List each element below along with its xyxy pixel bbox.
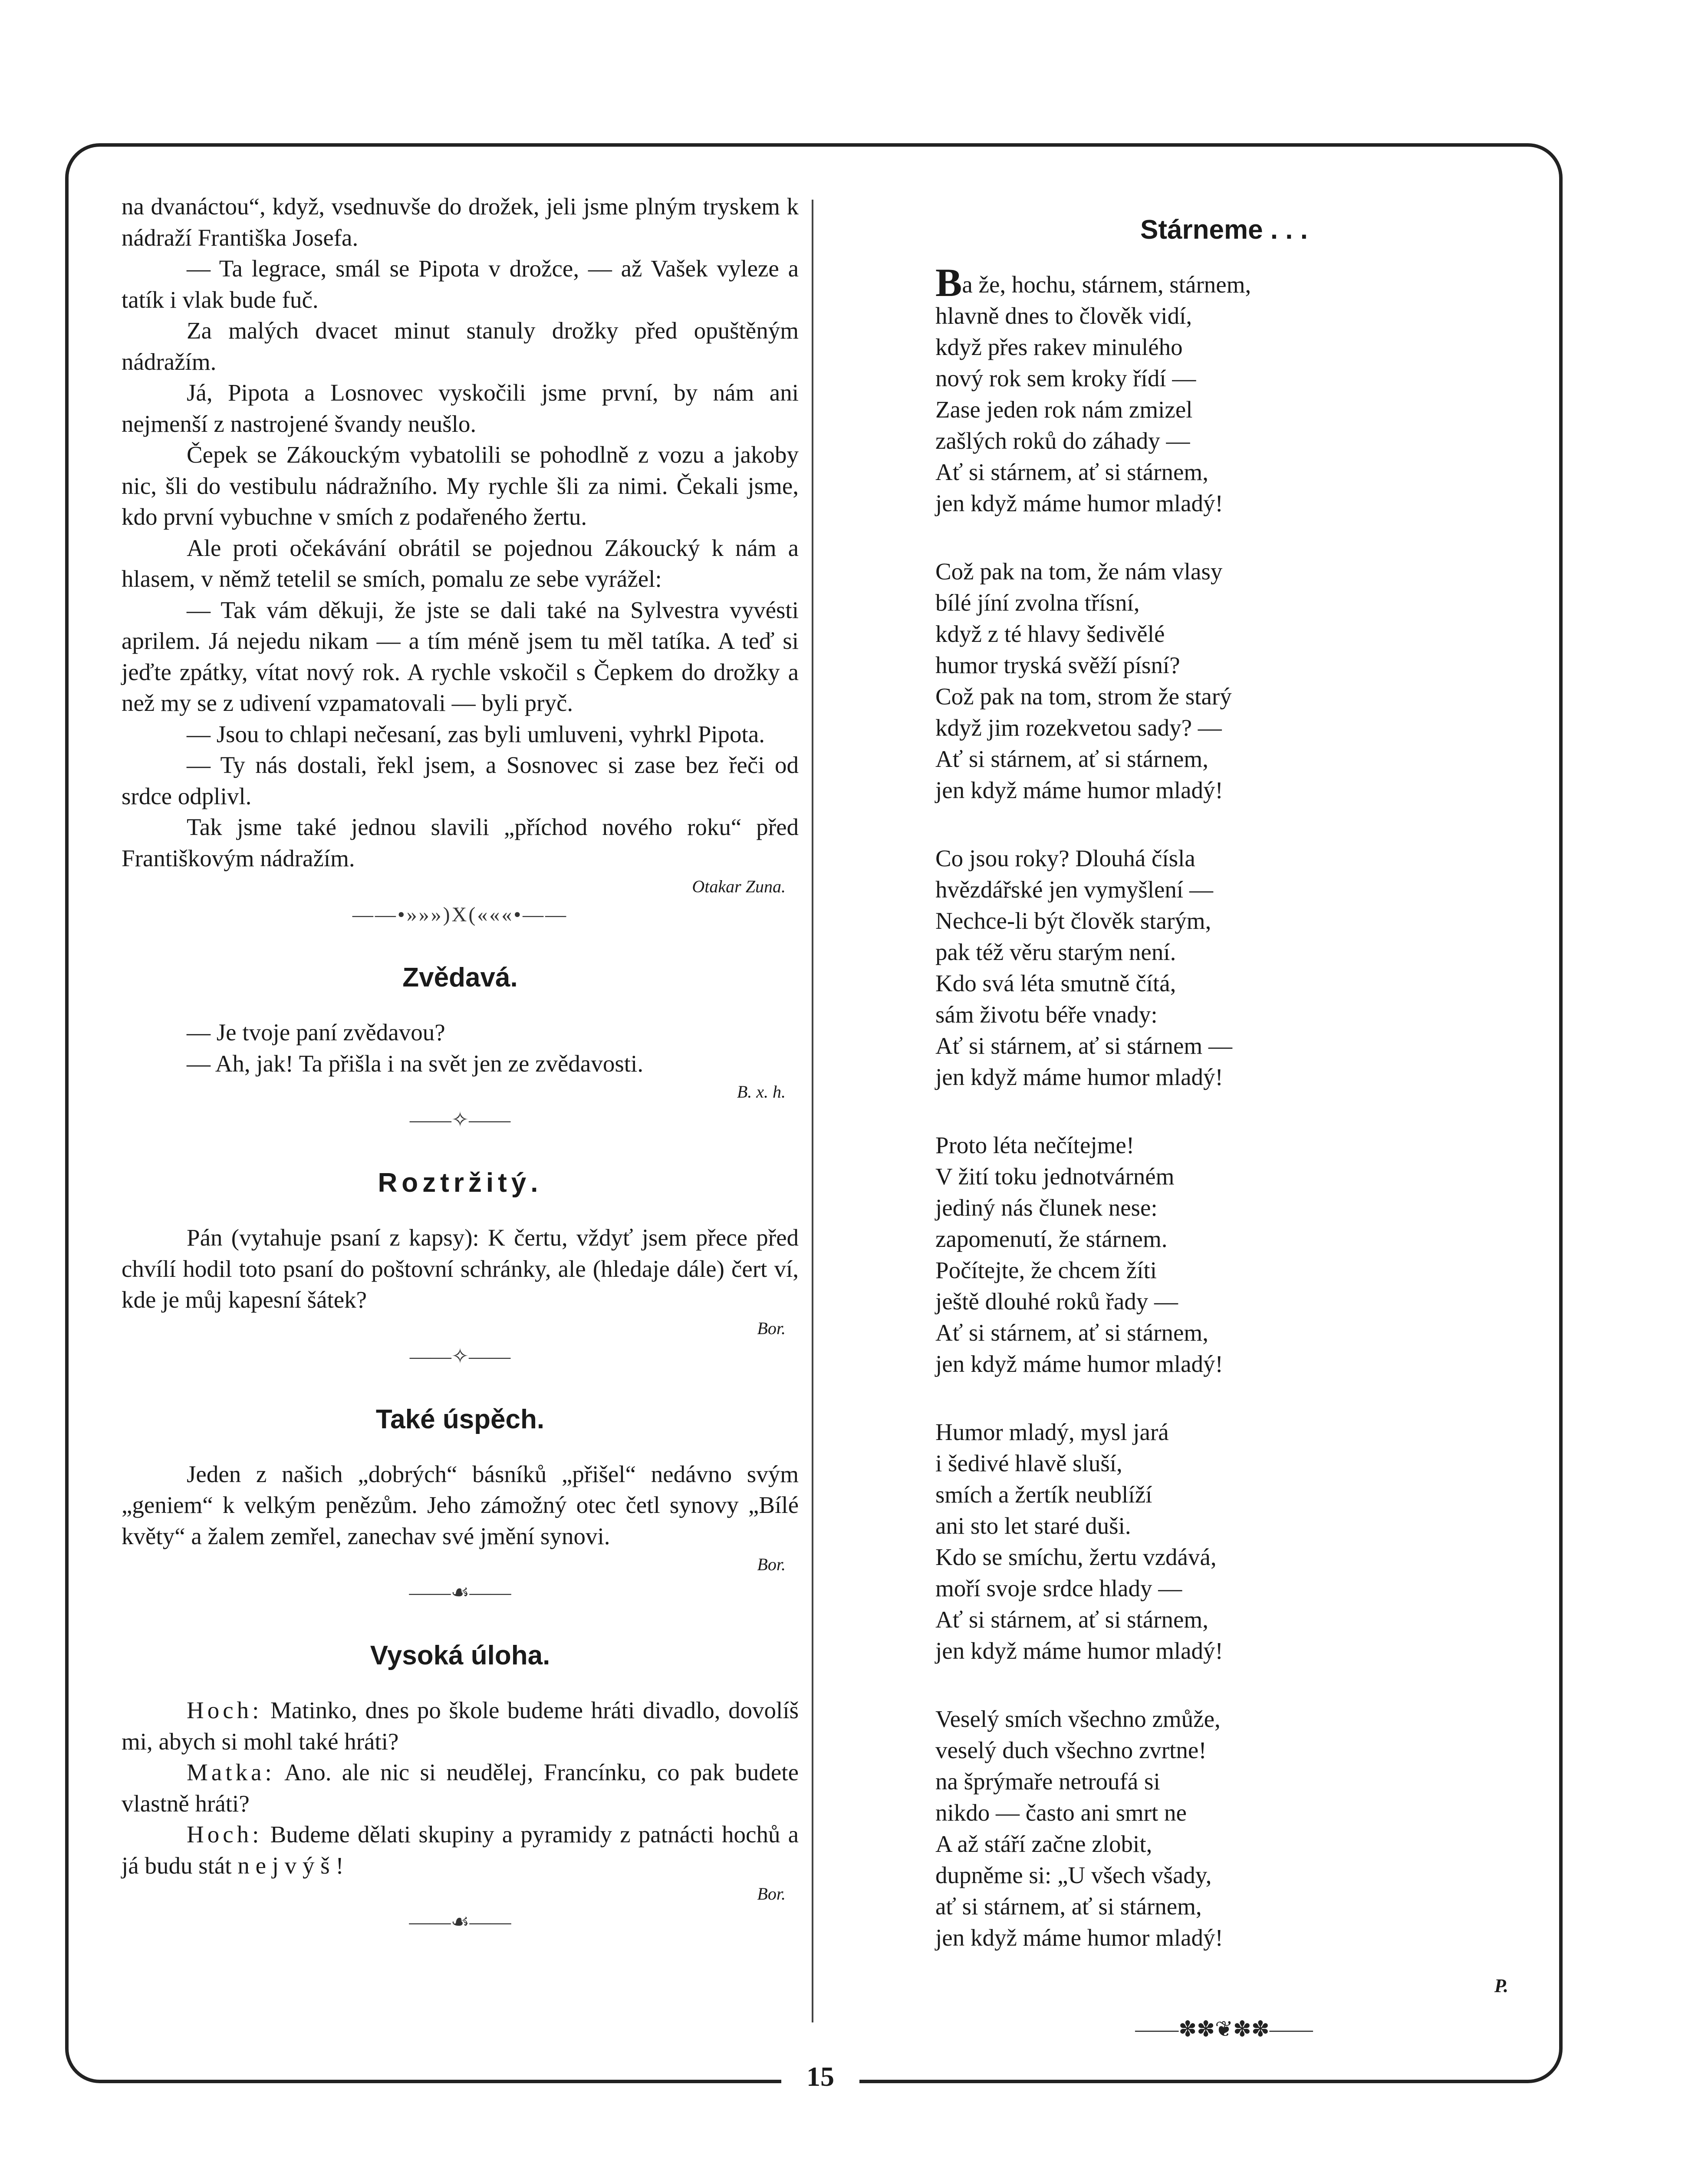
- story-paragraph: Ale proti očekávání obrátil se pojednou Zákoucký k nám a hlasem, v němž tetelil se smích, pomalu ze sebe vyrážel:: [122, 534, 799, 592]
- poem-line: jen když máme humor mladý!: [935, 1351, 1223, 1377]
- poem-line: jen když máme humor mladý!: [935, 1064, 1223, 1090]
- poem-line: zapomenutí, že stárnem.: [935, 1226, 1168, 1252]
- poem-line: když z té hlavy šedivělé: [935, 621, 1165, 647]
- poem-line: Kdo se smíchu, žertu vzdává,: [935, 1544, 1217, 1570]
- poem-line: humor tryská svěží písní?: [935, 652, 1180, 678]
- uloha-speech: Budeme dělati skupiny a pyramidy z patnácti hochů a já budu stát n e j v ý š !: [122, 1821, 799, 1879]
- poem-line: ještě dlouhé roků řady —: [935, 1288, 1178, 1315]
- uspech-title: Také úspěch.: [375, 1404, 545, 1434]
- poem-line: Kdo svá léta smutně čítá,: [935, 970, 1176, 996]
- story-paragraph: — Tak vám děkuji, že jste se dali také na Sylvestra vyvésti aprilem. Já nejedu nikam — a tím méně jsem tu měl tatíka. A teď si jeďte zpátky, vítat nový rok. A rychle vskočil s Čepkem do drožky a než my se z udivení vzpamatovali — byli pryč.: [122, 596, 799, 716]
- story-author: Otakar Zuna.: [692, 877, 786, 896]
- poem-line: Zase jeden rok nám zmizel: [935, 396, 1193, 423]
- poem-stanza: [935, 1703, 1513, 1953]
- story-paragraph: — Ty nás dostali, řekl jsem, a Sosnovec si zase bez řeči od srdce odplivl.: [122, 752, 799, 809]
- poem-line: Humor mladý, mysl jará: [935, 1419, 1169, 1445]
- poem-stanza: [935, 843, 1513, 1093]
- story-paragraph: na dvanáctou“, když, vsednuvše do drožek, jeli jsme plným tryskem k nádraží Františka Josefa.: [122, 193, 799, 251]
- poem-line: dupněme si: „U všech všady,: [935, 1862, 1212, 1888]
- uspech-ornament: ——☙——: [409, 1581, 511, 1604]
- poem-line: V žití toku jednotvárném: [935, 1163, 1175, 1190]
- page-number: 15: [806, 2061, 834, 2092]
- story-paragraph: Tak jsme také jednou slavili „příchod nového roku“ před Františkovým nádražím.: [122, 814, 799, 871]
- left-column: [122, 191, 799, 1937]
- uloha-author: Bor.: [757, 1884, 786, 1904]
- poem-line: jen když máme humor mladý!: [935, 1637, 1223, 1664]
- poem-line: když přes rakev minulého: [935, 334, 1183, 360]
- poem-line: když jim rozekvetou sady? —: [935, 714, 1222, 741]
- uloha-title: Vysoká úloha.: [370, 1641, 550, 1670]
- roztrzity-text: Pán (vytahuje psaní z kapsy): K čertu, vždyť jsem přece před chvílí hodil toto psaní do poštovní schránky, ale (hledaje dále) čert ví, kde je můj kapesní šátek?: [122, 1224, 799, 1313]
- story-paragraph: Já, Pipota a Losnovec vyskočili jsme první, by nám ani nejmenší z nastrojené švandy neušlo.: [122, 379, 799, 437]
- story-paragraph: — Jsou to chlapi nečesaní, zas byli umluveni, vyhrkl Pipota.: [187, 720, 765, 747]
- poem-dropcap: B: [935, 260, 962, 305]
- uloha-speaker: Hoch:: [187, 1697, 263, 1723]
- poem-line: Nechce-li být člověk starým,: [935, 907, 1211, 934]
- poem-line: A až stáří začne zlobit,: [935, 1831, 1152, 1857]
- poem-line: nový rok sem kroky řídí —: [935, 365, 1196, 391]
- poem-line: Ať si stárnem, ať si stárnem,: [935, 1319, 1208, 1346]
- poem-line: ať si stárnem, ať si stárnem,: [935, 1893, 1202, 1920]
- poem-line: Počítejte, že chcem žíti: [935, 1257, 1157, 1283]
- zvedava-ornament: ——✧——: [409, 1108, 511, 1131]
- story-ornament: ——•»»»)X(«««•——: [352, 903, 568, 926]
- poem-stanza: [935, 260, 1513, 519]
- poem-line: Co jsou roky? Dlouhá čísla: [935, 845, 1195, 871]
- poem-line: Ba že, hochu, stárnem, stárnem,: [935, 260, 1251, 305]
- uloha-speech: Matinko, dnes po škole budeme hráti divadlo, dovolíš mi, abych si mohl také hráti?: [122, 1697, 799, 1755]
- poem-line: veselý duch všechno zvrtne!: [935, 1737, 1207, 1763]
- zvedava-author: B. x. h.: [737, 1082, 786, 1101]
- poem-line: zašlých roků do záhady —: [935, 427, 1190, 454]
- roztrzity-author: Bor.: [757, 1318, 786, 1338]
- poem-line: pak též věru starým není.: [935, 939, 1176, 965]
- poem-line: bílé jíní zvolna třísní,: [935, 589, 1140, 616]
- column-divider: [812, 200, 813, 2022]
- poem-line: Ať si stárnem, ať si stárnem —: [935, 1032, 1232, 1059]
- poem-line: Proto léta nečítejme!: [935, 1132, 1135, 1158]
- poem-line: jen když máme humor mladý!: [935, 777, 1223, 803]
- poem-line: jen když máme humor mladý!: [935, 1924, 1223, 1951]
- poem-end-ornament: ——✽✽❦✽✽——: [1135, 2017, 1313, 2041]
- poem-line: Ať si stárnem, ať si stárnem,: [935, 1606, 1208, 1633]
- zvedava-title: Zvědavá.: [402, 963, 518, 993]
- zvedava-line: — Ah, jak! Ta přišla i na svět jen ze zvědavosti.: [187, 1050, 644, 1077]
- uloha-ornament: ——☙——: [409, 1910, 511, 1933]
- story-paragraph: Čepek se Zákouckým vybatolili se pohodlně z vozu a jakoby nic, šli do vestibulu nádražního. My rychle šli za nimi. Čekali jsme, kdo první vybuchne v smích z podařeného žertu.: [122, 441, 799, 530]
- poem-line: moří svoje srdce hlady —: [935, 1575, 1182, 1601]
- roztrzity-title: Roztržitý.: [378, 1168, 543, 1198]
- poem-line: Ať si stárnem, ať si stárnem,: [935, 746, 1208, 772]
- poem-line: nikdo — často ani smrt ne: [935, 1799, 1187, 1826]
- uloha-dialogue-line: [122, 1819, 799, 1881]
- uspech-text: Jeden z našich „dobrých“ básníků „přišel“ nedávno svým „geniem“ k velkým penězům. Jeho zámožný otec četl synovy „Bílé květy“ a žalem zemřel, zanechav své jmění synovi.: [122, 1460, 799, 1549]
- poem-line: ani sto let staré duši.: [935, 1512, 1131, 1539]
- uloha-dialogue-line: [122, 1757, 799, 1819]
- right-column: [935, 213, 1513, 2042]
- uloha-dialogue-line: [122, 1695, 799, 1757]
- poem-stanza: [935, 1130, 1513, 1380]
- poem-line: na šprýmaře netroufá si: [935, 1768, 1160, 1795]
- poem-line: jen když máme humor mladý!: [935, 490, 1223, 516]
- uloha-speech: Ano. ale nic si neudělej, Francínku, co pak budete vlastně hráti?: [122, 1759, 799, 1817]
- poem-line: hvězdářské jen vymyšlení —: [935, 876, 1213, 903]
- story-paragraph: — Ta legrace, smál se Pipota v drožce, — až Vašek vyleze a tatík i vlak bude fuč.: [122, 255, 799, 313]
- poem-title: Stárneme . . .: [1140, 215, 1308, 245]
- poem-line: Veselý smích všechno zmůže,: [935, 1706, 1221, 1732]
- zvedava-line: — Je tvoje paní zvědavou?: [187, 1019, 445, 1046]
- uloha-speaker: Matka:: [187, 1759, 275, 1785]
- poem-line: sám životu béře vnady:: [935, 1001, 1158, 1028]
- poem-stanza: [935, 1417, 1513, 1667]
- uspech-author: Bor.: [757, 1555, 786, 1574]
- poem-author: P.: [1494, 1975, 1508, 1996]
- poem-line: jediný nás člunek nese:: [935, 1194, 1158, 1221]
- poem-body: [935, 260, 1513, 1953]
- poem-line: smích a žertík neublíží: [935, 1481, 1152, 1508]
- poem-line: Ať si stárnem, ať si stárnem,: [935, 459, 1208, 485]
- poem-line: i šedivé hlavě sluší,: [935, 1450, 1122, 1476]
- poem-line: Což pak na tom, že nám vlasy: [935, 558, 1223, 585]
- story-paragraph: Za malých dvacet minut stanuly drožky před opuštěným nádražím.: [122, 317, 799, 375]
- poem-line: Což pak na tom, strom že starý: [935, 683, 1232, 710]
- poem-stanza: [935, 556, 1513, 806]
- roztrzity-ornament: ——✧——: [409, 1345, 511, 1368]
- uloha-speaker: Hoch:: [187, 1821, 263, 1848]
- poem-line: hlavně dnes to člověk vidí,: [935, 302, 1192, 329]
